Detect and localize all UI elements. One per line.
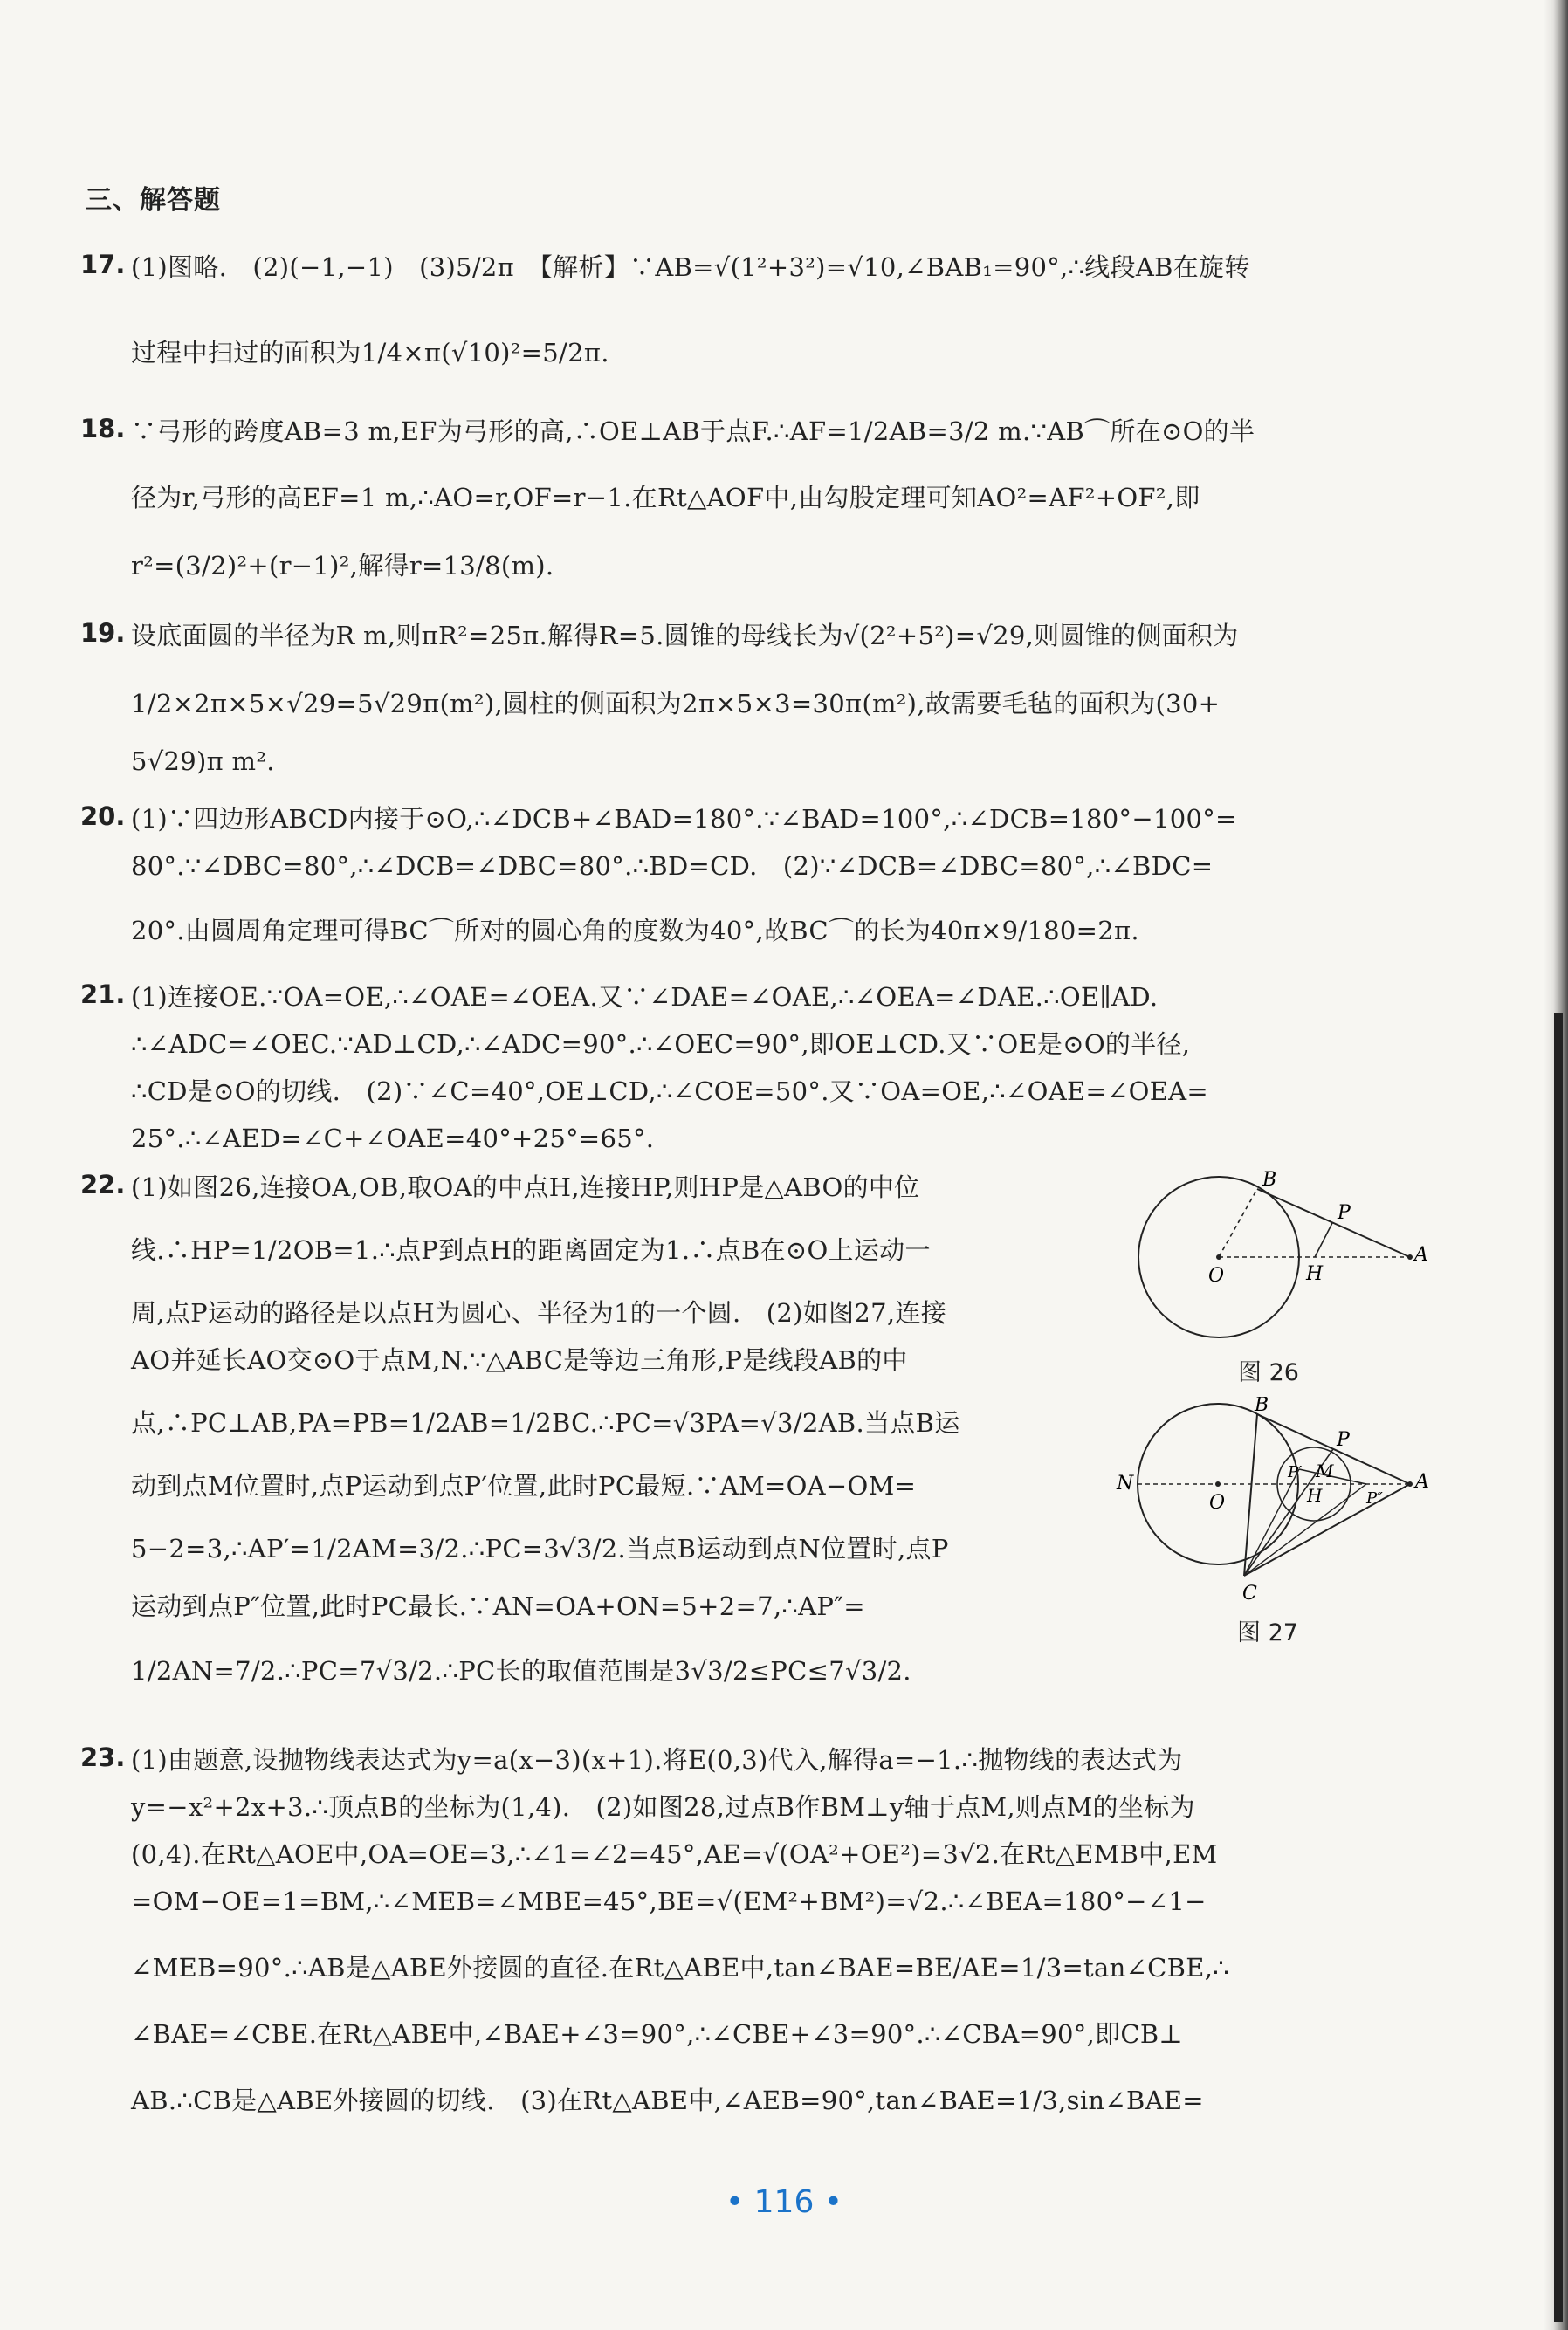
label-h: H: [1306, 1263, 1324, 1285]
problem-number: 20.: [80, 801, 126, 831]
text-line: =OM−OE=1=BM,∴∠MEB=∠MBE=45°,BE=√(EM²+BM²)=√2.∴∠BEA=180°−∠1−: [131, 1887, 1207, 1916]
figure-27: [1113, 1397, 1436, 1646]
text-line: (1)如图26,连接OA,OB,取OA的中点H,连接HP,则HP是△ABO的中位: [131, 1172, 920, 1202]
text-line: ∴∠ADC=∠OEC.∵AD⊥CD,∴∠ADC=90°.∴∠OEC=90°,即OE⊥CD.又∵OE是⊙O的半径,: [131, 1029, 1191, 1059]
text-line: 周,点P运动的路径是以点H为圆心、半径为1的一个圆. (2)如图27,连接: [131, 1298, 946, 1328]
label-m: M: [1316, 1461, 1334, 1481]
text-line: AB.∴CB是△ABE外接圆的切线. (3)在Rt△ABE中,∠AEB=90°,tan∠BAE=1/3,sin∠BAE=: [131, 2086, 1204, 2115]
problem-number: 19.: [80, 618, 126, 648]
text-line: ∠BAE=∠CBE.在Rt△ABE中,∠BAE+∠3=90°,∴∠CBE+∠3=90°.∴∠CBA=90°,即CB⊥: [131, 2019, 1183, 2049]
label-c: C: [1242, 1583, 1257, 1605]
text-line: ∵弓形的跨度AB=3 m,EF为弓形的高,∴OE⊥AB于点F.∴AF=1/2AB=3/2 m.∵AB⌒所在⊙O的半: [131, 416, 1255, 446]
text-line: 5−2=3,∴AP′=1/2AM=3/2.∴PC=3√3/2.当点B运动到点N位置时,点P: [131, 1534, 949, 1564]
figure-26-diagram: [1135, 1170, 1432, 1379]
figure-26: [1135, 1170, 1432, 1386]
text-line: (1)图略. (2)(−1,−1) (3)5/2π 【解析】∵AB=√(1²+3²)=√10,∠BAB₁=90°,∴线段AB在旋转: [131, 252, 1250, 282]
text-line: 点,∴PC⊥AB,PA=PB=1/2AB=1/2BC.∴PC=√3PA=√3/2AB.当点B运: [131, 1408, 960, 1438]
text-line: 1/2AN=7/2.∴PC=7√3/2.∴PC长的取值范围是3√3/2≤PC≤7√3/2.: [131, 1656, 911, 1686]
figure-caption: 图 27: [1237, 1619, 1298, 1646]
label-b: B: [1255, 1397, 1269, 1416]
text-line: 20°.由圆周角定理可得BC⌒所对的圆心角的度数为40°,故BC⌒的长为40π×9/180=2π.: [131, 916, 1139, 945]
text-line: 25°.∴∠AED=∠C+∠OAE=40°+25°=65°.: [131, 1124, 655, 1153]
problem-19: [80, 618, 1423, 779]
problem-22: [80, 1170, 1109, 1688]
text-line: 线.∴HP=1/2OB=1.∴点P到点H的距离固定为1.∴点B在⊙O上运动一: [131, 1235, 931, 1265]
problem-18: [80, 414, 1423, 583]
label-b: B: [1262, 1170, 1277, 1191]
figure-caption: 图 26: [1238, 1359, 1299, 1386]
text-line: 设底面圆的半径为R m,则πR²=25π.解得R=5.圆锥的母线长为√(2²+5²)=√29,则圆锥的侧面积为: [131, 621, 1239, 650]
label-a: A: [1415, 1471, 1429, 1493]
text-line: 80°.∵∠DBC=80°,∴∠DCB=∠DBC=80°.∴BD=CD. (2)∵∠DCB=∠DBC=80°,∴∠BDC=: [131, 851, 1214, 881]
label-p: P: [1337, 1429, 1350, 1451]
problem-20: [80, 801, 1423, 948]
text-line: y=−x²+2x+3.∴顶点B的坐标为(1,4). (2)如图28,过点B作BM⊥y轴于点M,则点M的坐标为: [131, 1792, 1195, 1822]
text-line: (0,4).在Rt△AOE中,OA=OE=3,∴∠1=∠2=45°,AE=√(OA²+OE²)=3√2.在Rt△EMB中,EM: [131, 1839, 1218, 1869]
text-line: 5√29)π m².: [131, 746, 275, 776]
text-line: ∠MEB=90°.∴AB是△ABE外接圆的直径.在Rt△ABE中,tan∠BAE=BE/AE=1/3=tan∠CBE,∴: [131, 1953, 1230, 1983]
problem-number: 18.: [80, 414, 126, 443]
text-line: 1/2×2π×5×√29=5√29π(m²),圆柱的侧面积为2π×5×3=30π(m²),故需要毛毡的面积为(30+: [131, 689, 1221, 718]
problem-23: [80, 1742, 1423, 2118]
label-a: A: [1414, 1244, 1428, 1266]
text-line: (1)由题意,设抛物线表达式为y=a(x−3)(x+1).将E(0,3)代入,解得a=−1.∴抛物线的表达式为: [131, 1745, 1183, 1775]
problem-number: 21.: [80, 979, 126, 1009]
problem-21: [80, 979, 1423, 1156]
label-o: O: [1209, 1492, 1226, 1514]
text-line: 运动到点P″位置,此时PC最长.∵AN=OA+ON=5+2=7,∴AP″=: [131, 1591, 865, 1621]
problem-number: 23.: [80, 1742, 126, 1772]
label-o: O: [1208, 1265, 1225, 1287]
figure-27-diagram: [1113, 1397, 1436, 1615]
problem-number: 22.: [80, 1170, 126, 1199]
text-line: r²=(3/2)²+(r−1)²,解得r=13/8(m).: [131, 551, 554, 581]
text-line: AO并延长AO交⊙O于点M,N.∵△ABC是等边三角形,P是线段AB的中: [131, 1345, 908, 1375]
label-n: N: [1117, 1473, 1134, 1495]
text-line: 动到点M位置时,点P运动到点P′位置,此时PC最短.∵AM=OA−OM=: [131, 1471, 917, 1501]
label-p-prime: P′: [1288, 1463, 1303, 1481]
problem-number: 17.: [80, 250, 126, 279]
text-line: (1)∵四边形ABCD内接于⊙O,∴∠DCB+∠BAD=180°.∵∠BAD=100°,∴∠DCB=180°−100°=: [131, 804, 1237, 834]
text-line: 过程中扫过的面积为1/4×π(√10)²=5/2π.: [131, 338, 609, 368]
text-line: ∴CD是⊙O的切线. (2)∵∠C=40°,OE⊥CD,∴∠COE=50°.又∵OA=OE,∴∠OAE=∠OEA=: [131, 1076, 1209, 1106]
page-edge-binding: [1554, 1013, 1563, 2322]
page-number: • 116 •: [725, 2184, 843, 2220]
section-heading: 三、解答题: [86, 185, 221, 216]
label-h: H: [1307, 1485, 1323, 1506]
text-line: 径为r,弓形的高EF=1 m,∴AO=r,OF=r−1.在Rt△AOF中,由勾股定理可知AO²=AF²+OF²,即: [131, 483, 1200, 512]
problem-17: [80, 250, 1423, 370]
text-line: (1)连接OE.∵OA=OE,∴∠OAE=∠OEA.又∵∠DAE=∠OAE,∴∠OEA=∠DAE.∴OE∥AD.: [131, 982, 1159, 1012]
label-p: P: [1338, 1202, 1351, 1224]
label-p-double-prime: P″: [1366, 1489, 1383, 1508]
